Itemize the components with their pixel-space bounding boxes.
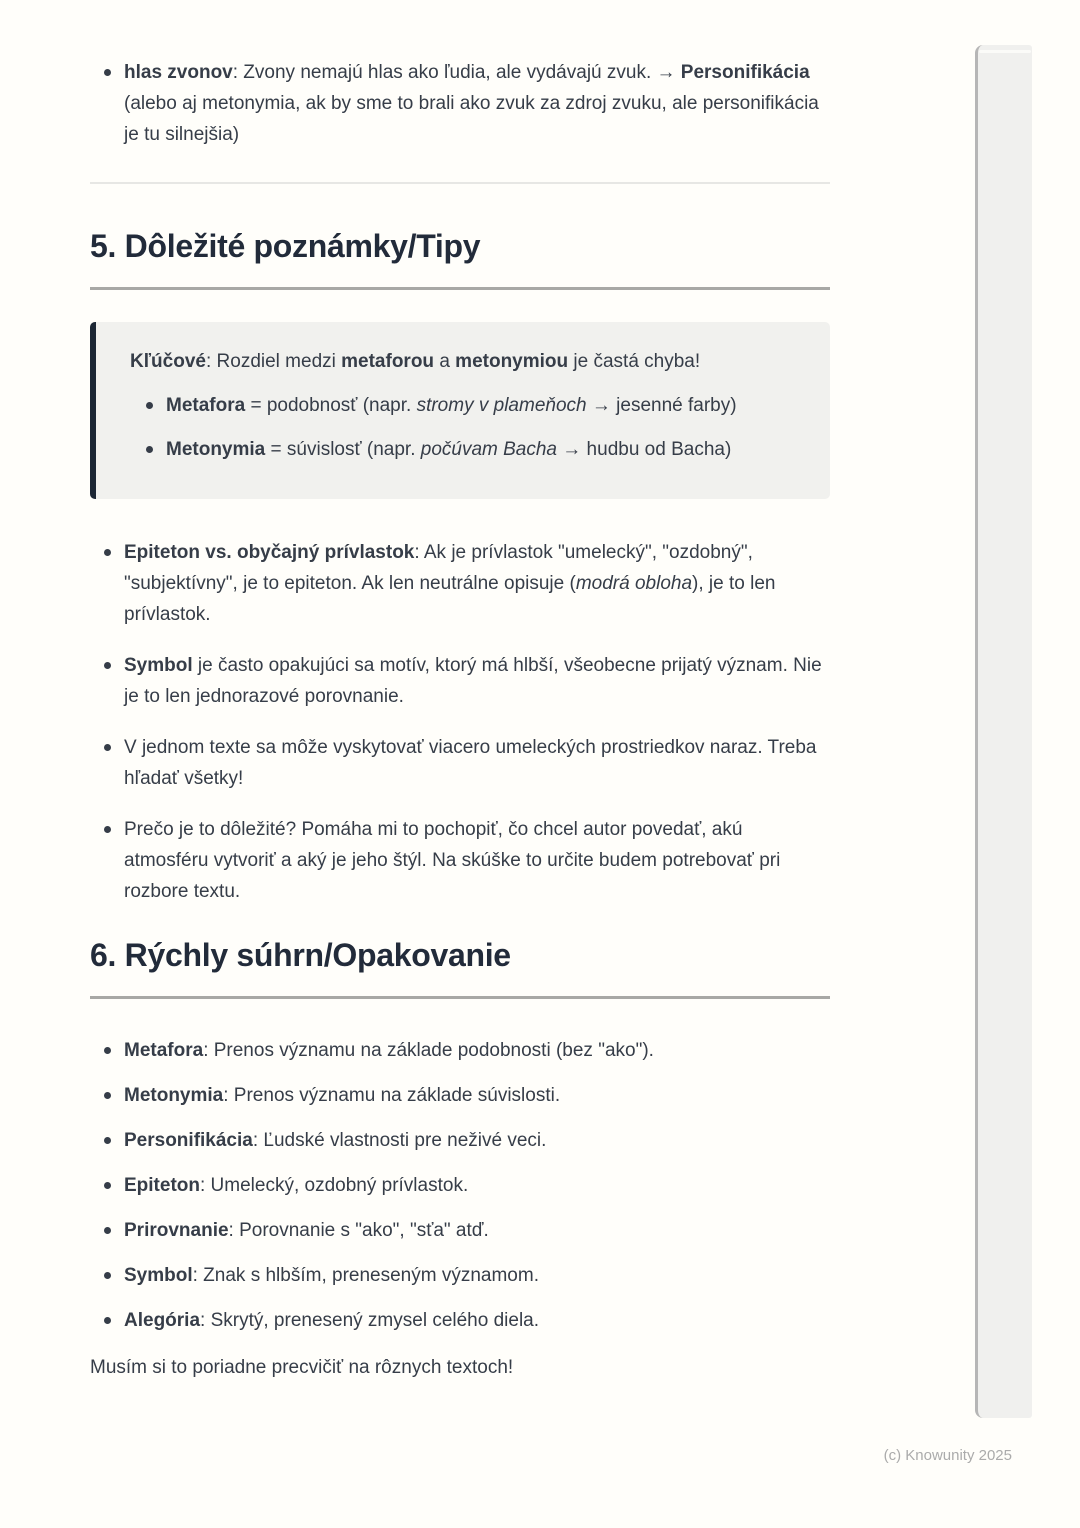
adjacent-page-edge[interactable] (975, 45, 1032, 1418)
callout-bullet-list (130, 390, 806, 465)
bullet-marker (146, 446, 153, 453)
bullet-marker (146, 402, 153, 409)
list-item-text: Metafora = podobnosť (napr. stromy v plameňoch → jesenné farby) (166, 395, 737, 416)
bullet-marker (104, 744, 111, 751)
list-item-text: Metonymia: Prenos významu na základe súvislosti. (124, 1085, 561, 1106)
summary-bullet-list (90, 1035, 830, 1336)
bullet-marker (104, 1272, 111, 1279)
list-item (90, 57, 830, 150)
key-note-callout (90, 322, 830, 499)
list-item-text: V jednom texte sa môže vyskytovať viacero umeleckých prostriedkov naraz. Treba hľadať všetky! (124, 737, 817, 789)
callout-title: Kľúčové: Rozdiel medzi metaforou a metonymiou je častá chyba! (130, 351, 701, 372)
list-item (90, 1035, 830, 1066)
bullet-marker (104, 662, 111, 669)
list-item-text: Prirovnanie: Porovnanie s "ako", "sťa" atď. (124, 1220, 489, 1241)
list-item (90, 1260, 830, 1291)
bullet-marker (104, 826, 111, 833)
document-content (90, 0, 830, 1383)
section-heading-6: 6. Rýchly súhrn/Opakovanie (90, 937, 830, 999)
list-item-text: Metafora: Prenos významu na základe podobnosti (bez "ako"). (124, 1040, 654, 1061)
list-item (90, 814, 830, 907)
list-item (90, 1305, 830, 1336)
list-item-text: Symbol: Znak s hlbším, preneseným významom. (124, 1265, 539, 1286)
list-item (90, 1080, 830, 1111)
bullet-marker (104, 549, 111, 556)
list-item-text: Prečo je to dôležité? Pomáha mi to pochopiť, čo chcel autor povedať, akú atmosféru vytvoriť a aký je jeho štýl. Na skúške to určite budem potrebovať pri rozbore textu. (124, 819, 781, 902)
list-item (90, 732, 830, 794)
bullet-marker (104, 69, 111, 76)
bullet-marker (104, 1092, 111, 1099)
bullet-marker (104, 1182, 111, 1189)
list-item (90, 1125, 830, 1156)
copyright-note: (c) Knowunity 2025 (883, 1447, 1012, 1464)
divider (90, 182, 830, 184)
list-item-text: Alegória: Skrytý, prenesený zmysel celého diela. (124, 1310, 540, 1331)
list-item (90, 650, 830, 712)
list-item (90, 537, 830, 630)
list-item-text: Epiteton: Umelecký, ozdobný prívlastok. (124, 1175, 469, 1196)
bullet-marker (104, 1047, 111, 1054)
bullet-marker (104, 1317, 111, 1324)
bullet-marker (104, 1227, 111, 1234)
intro-bullet-list (90, 57, 830, 150)
list-item-text: Epiteton vs. obyčajný prívlastok: Ak je prívlastok "umelecký", "ozdobný", "subjektívny", je to epiteton. Ak len neutrálne opisuje (modrá obloha), je to len prívlastok. (124, 542, 776, 625)
list-item (90, 1170, 830, 1201)
notes-bullet-list (90, 537, 830, 907)
list-item-text: Metonymia = súvislosť (napr. počúvam Bacha → hudbu od Bacha) (166, 439, 732, 460)
list-item (130, 434, 806, 465)
section-heading-5: 5. Dôležité poznámky/Tipy (90, 228, 830, 290)
bullet-marker (104, 1137, 111, 1144)
list-item-text: hlas zvonov: Zvony nemajú hlas ako ľudia, ale vydávajú zvuk. → Personifikácia (alebo aj metonymia, ak by sme to brali ako zvuk za zdroj zvuku, ale personifikácia je tu silnejšia) (124, 62, 819, 145)
list-item-text: Personifikácia: Ľudské vlastnosti pre neživé veci. (124, 1130, 547, 1151)
list-item-text: Symbol je často opakujúci sa motív, ktorý má hlbší, všeobecne prijatý význam. Nie je to len jednorazové porovnanie. (124, 655, 822, 707)
closing-note: Musím si to poriadne precvičiť na rôznych textoch! (90, 1357, 514, 1378)
list-item (90, 1215, 830, 1246)
list-item (130, 390, 806, 421)
page-edge-highlight (979, 50, 1031, 53)
